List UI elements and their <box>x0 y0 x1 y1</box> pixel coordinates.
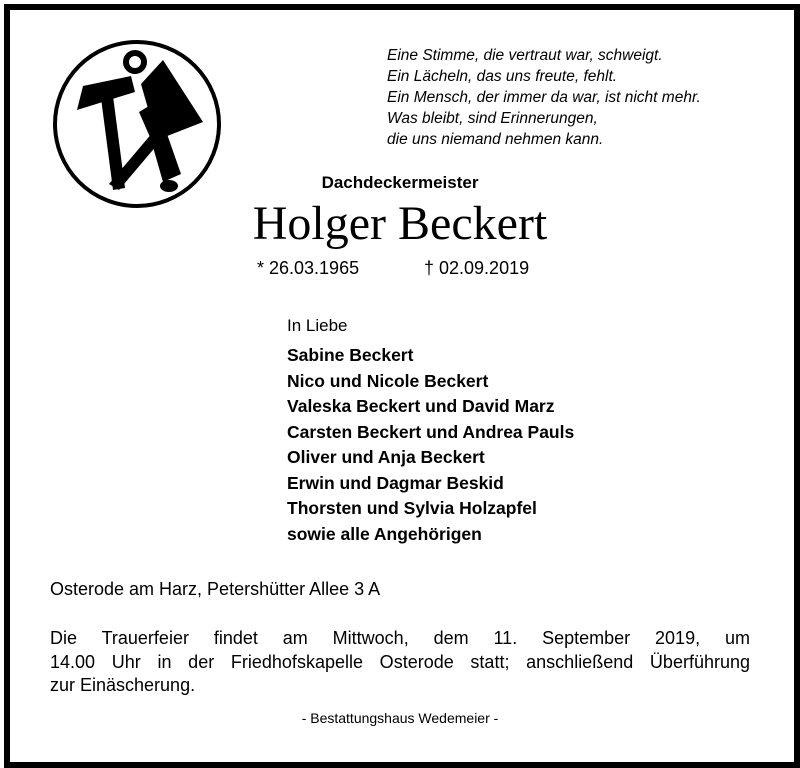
mourner-entry: Oliver und Anja Beckert <box>287 447 485 467</box>
poem-line: Ein Lächeln, das uns freute, fehlt. <box>387 68 618 85</box>
poem-line: die uns niemand nehmen kann. <box>387 131 604 148</box>
poem <box>387 45 701 150</box>
ceremony-line: Die Trauerfeier findet am Mittwoch, dem 11. September 2019, um <box>50 628 750 648</box>
poem-line: Was bleibt, sind Erinnerungen, <box>387 110 598 127</box>
mourner-entry: sowie alle Angehörigen <box>287 523 482 544</box>
mourner-entry: Thorsten und Sylvia Holzapfel <box>287 498 537 518</box>
mourner-entry: Sabine Beckert <box>287 345 414 365</box>
ceremony-text <box>50 627 750 698</box>
profession <box>0 173 800 193</box>
mourner-entry: Erwin und Dagmar Beskid <box>287 472 504 493</box>
address: Osterode am Harz, Petershütter Allee 3 A <box>50 579 381 599</box>
death-date: † 02.09.2019 <box>424 258 530 278</box>
profession-text: Dachdeckermeister <box>321 173 479 192</box>
mourner-entry: Carsten Beckert und Andrea Pauls <box>287 421 575 442</box>
mourner-entry: Valeska Beckert und David Marz <box>287 396 555 416</box>
funeral-home: - Bestattungshaus Wedemeier - <box>301 710 499 726</box>
poem-line: Ein Mensch, der immer da war, ist nicht mehr. <box>387 89 701 106</box>
ceremony-line: 14.00 Uhr in der Friedhofskapelle Osterode statt; anschließend Überführung <box>50 651 750 672</box>
poem-line: Eine Stimme, die vertraut war, schweigt. <box>387 47 663 64</box>
mourners-list <box>287 343 574 547</box>
deceased-name: Holger Beckert <box>252 197 548 250</box>
birth-date: * 26.03.1965 <box>257 258 360 278</box>
mourner-entry: Nico und Nicole Beckert <box>287 370 489 391</box>
in-love-label: In Liebe <box>287 316 348 335</box>
ceremony-line: zur Einäscherung. <box>50 675 196 695</box>
